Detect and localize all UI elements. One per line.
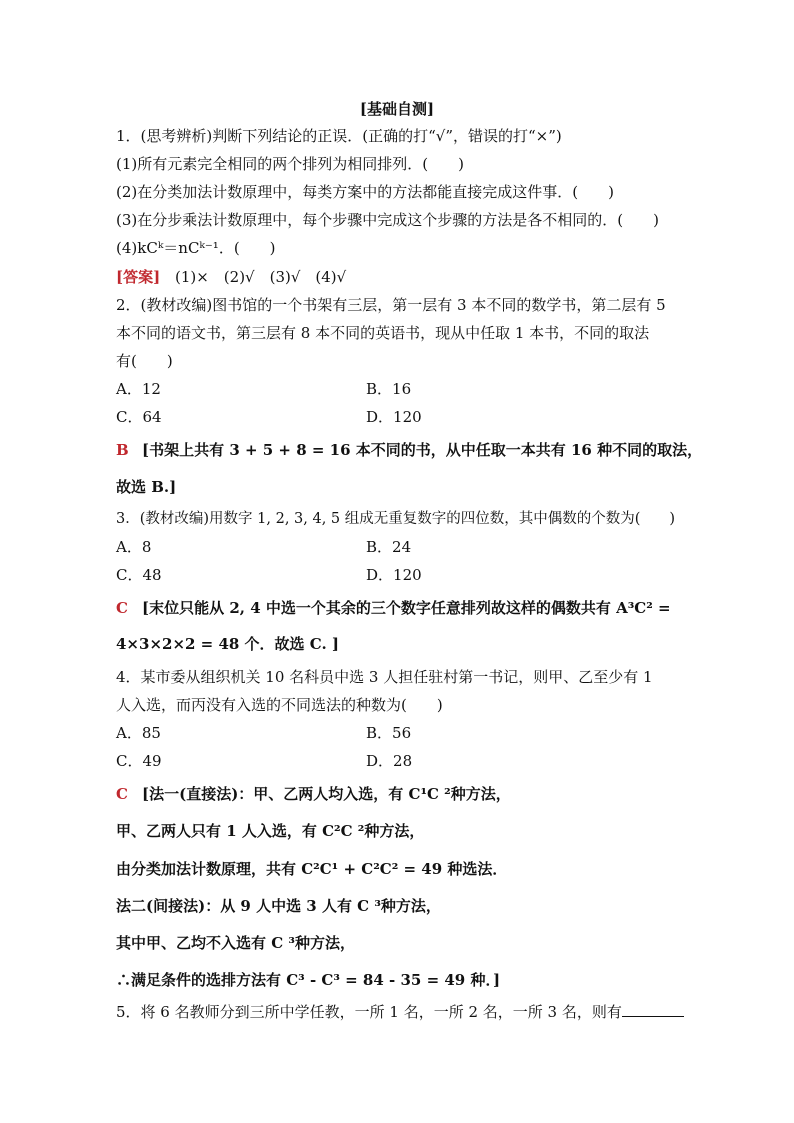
question-4-stem-line-1: 4．某市委从组织机关 10 名科员中选 3 人担任驻村第一书记，则甲、乙至少有 1 [116,668,653,686]
question-2-option-b: B．16 [366,380,412,398]
question-1-item-3: (3)在分步乘法计数原理中，每个步骤中完成这个步骤的方法是各不相同的．( ) [116,211,659,229]
question-1-stem: 1．(思考辨析)判断下列结论的正误．(正确的打“√”，错误的打“×”) [116,127,562,145]
question-4-solution-line-2: 甲、乙两人只有 1 人入选，有 C²C ²种方法， [116,822,425,840]
question-4-solution-line-1 [116,784,511,804]
question-3-option-d: D．120 [366,566,422,584]
question-3-solution-line-1 [116,598,671,618]
question-4-answer-letter: C [116,785,128,803]
question-4-solution-line-6: ∴满足条件的选排方法有 C³ - C³ = 84 - 35 = 49 种．] [116,971,501,989]
question-1-answer-row [116,267,346,287]
question-2-solution-line-1 [116,440,702,460]
question-3-option-a: A．8 [116,538,152,556]
question-4-option-b: B．56 [366,724,412,742]
question-2-stem-line-1: 2．(教材改编)图书馆的一个书架有三层，第一层有 3 本不同的数学书，第二层有 5 [116,296,666,314]
answer-blank [622,1002,684,1017]
question-3-option-c: C．48 [116,566,162,584]
question-2-answer-letter: B [116,441,129,459]
question-4-solution-text-1: [法一(直接法)：甲、乙两人均入选，有 C¹C ²种方法， [142,785,511,803]
question-3-stem: 3．(教材改编)用数字 1, 2, 3, 4, 5 组成无重复数字的四位数，其中偶数的个数为( ) [116,511,676,527]
question-1-item-2: (2)在分类加法计数原理中，每类方案中的方法都能直接完成这件事．( ) [116,183,614,201]
section-title: [基础自测] [359,100,435,118]
question-2-stem-line-3: 有( ) [116,352,173,370]
question-4-solution-line-3: 由分类加法计数原理，共有 C²C¹ + C²C² = 49 种选法． [116,860,508,878]
question-1-item-1: (1)所有元素完全相同的两个排列为相同排列．( ) [116,155,464,173]
question-1-item-4: (4)kCᵏ＝nCᵏ⁻¹．( ) [116,239,276,257]
question-2-stem-line-2: 本不同的语文书，第三层有 8 本不同的英语书，现从中任取 1 本书，不同的取法 [116,324,650,342]
question-3-option-b: B．24 [366,538,412,556]
question-4-option-d: D．28 [366,752,413,770]
question-4-option-c: C．49 [116,752,162,770]
question-4-stem-line-2: 人入选，而丙没有入选的不同选法的种数为( ) [116,696,443,714]
question-5-stem-row [116,1002,684,1022]
question-4-solution-line-5: 其中甲、乙均不入选有 C ³种方法， [116,934,355,952]
question-2-solution-text-1: [书架上共有 3 + 5 + 8 = 16 本不同的书，从中任取一本共有 16 种不同的取法， [142,441,703,459]
question-1-answer: (1)× (2)√ (3)√ (4)√ [174,268,347,286]
question-2-option-c: C．64 [116,408,162,426]
question-4-option-a: A．85 [116,724,161,742]
question-3-solution-text-1: [末位只能从 2, 4 中选一个其余的三个数字任意排列故这样的偶数共有 A³C² = [142,599,671,617]
question-2-option-d: D．120 [366,408,422,426]
answer-tag: [答案] [116,268,161,286]
question-3-answer-letter: C [116,599,128,617]
question-2-solution-line-2: 故选 B.] [116,478,177,496]
question-2-option-a: A．12 [116,380,161,398]
question-3-solution-line-2: 4×3×2×2 = 48 个．故选 C. ] [116,635,340,653]
question-4-solution-line-4: 法二(间接法)：从 9 人中选 3 人有 C ³种方法， [116,897,441,915]
question-5-stem: 5．将 6 名教师分到三所中学任教，一所 1 名，一所 2 名，一所 3 名，则有 [116,1003,622,1021]
